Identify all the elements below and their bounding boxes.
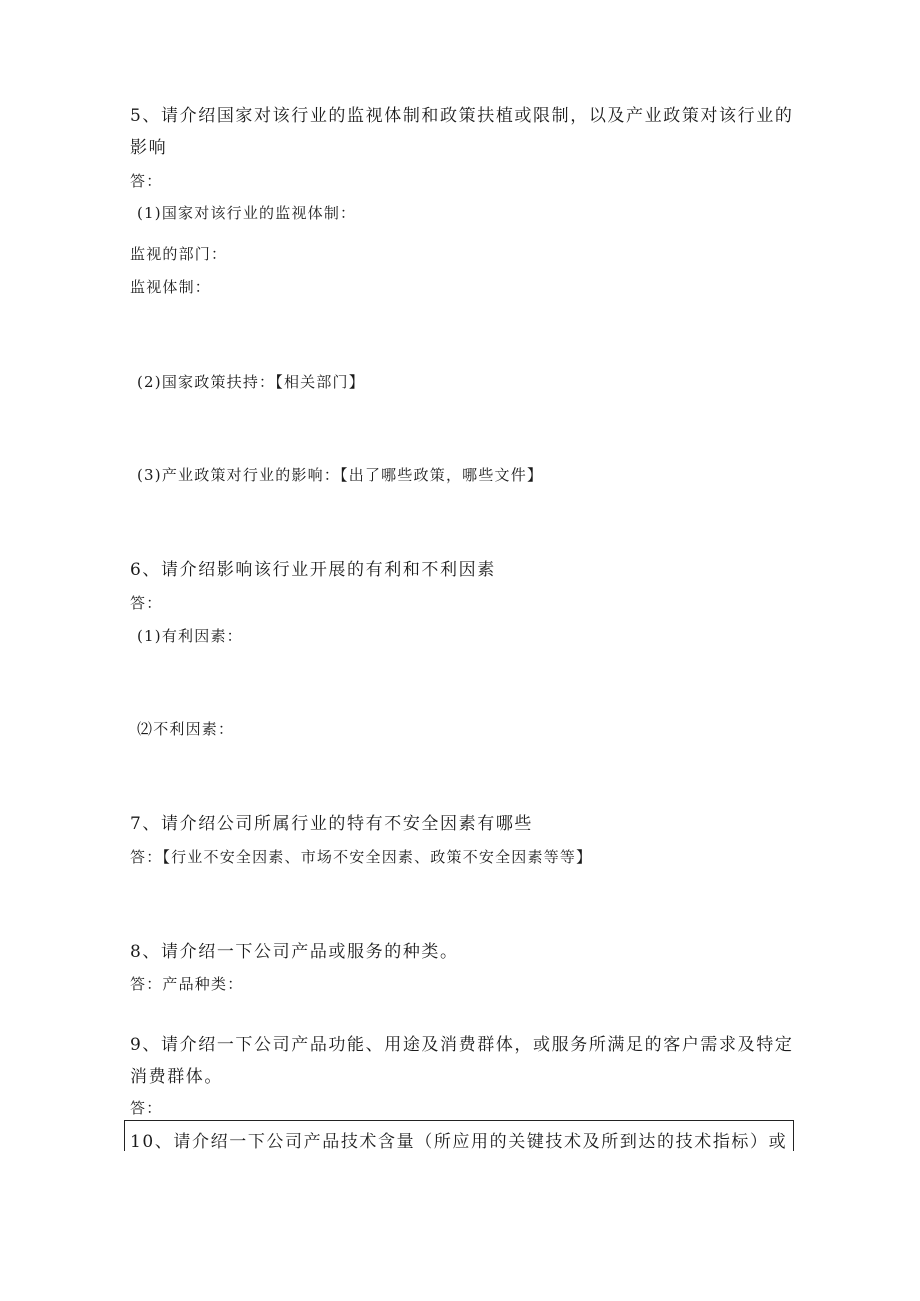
question-5-dept-label: 监视的部门： bbox=[130, 245, 228, 263]
question-5-item-3: (3)产业政策对行业的影响：【出了哪些政策，哪些文件】 bbox=[137, 466, 544, 484]
question-8-answer: 答：产品种类： bbox=[130, 975, 244, 993]
question-9-text-line2: 消费群体。 bbox=[130, 1067, 223, 1087]
question-6-text: 6、请介绍影响该行业开展的有利和不利因素 bbox=[130, 560, 496, 580]
question-7-answer: 答：【行业不安全因素、市场不安全因素、政策不安全因素等等】 bbox=[130, 848, 593, 866]
question-5-system-label: 监视体制： bbox=[130, 278, 212, 296]
question-10-box bbox=[124, 1120, 794, 1151]
question-7-text: 7、请介绍公司所属行业的特有不安全因素有哪些 bbox=[130, 814, 534, 834]
question-5-item-2: (2)国家政策扶持：【相关部门】 bbox=[137, 373, 365, 391]
question-9-answer-label: 答： bbox=[130, 1099, 163, 1117]
question-5-answer-label: 答： bbox=[130, 172, 163, 190]
question-5-text-line2: 影响 bbox=[130, 138, 168, 158]
question-5-item-1: (1)国家对该行业的监视体制： bbox=[137, 204, 357, 222]
question-6-item-1: (1)有利因素： bbox=[137, 627, 243, 645]
question-9-text-line1: 9、请介绍一下公司产品功能、用途及消费群体，或服务所满足的客户需求及特定 bbox=[130, 1035, 794, 1055]
question-10-text: 10、请介绍一下公司产品技术含量（所应用的关键技术及所到达的技术指标）或 bbox=[130, 1132, 788, 1152]
question-8-text: 8、请介绍一下公司产品或服务的种类。 bbox=[130, 942, 459, 962]
question-6-answer-label: 答： bbox=[130, 594, 163, 612]
question-5-text-line1: 5、请介绍国家对该行业的监视体制和政策扶植或限制，以及产业政策对该行业的 bbox=[130, 106, 794, 126]
question-6-item-2: ⑵不利因素： bbox=[137, 720, 235, 738]
